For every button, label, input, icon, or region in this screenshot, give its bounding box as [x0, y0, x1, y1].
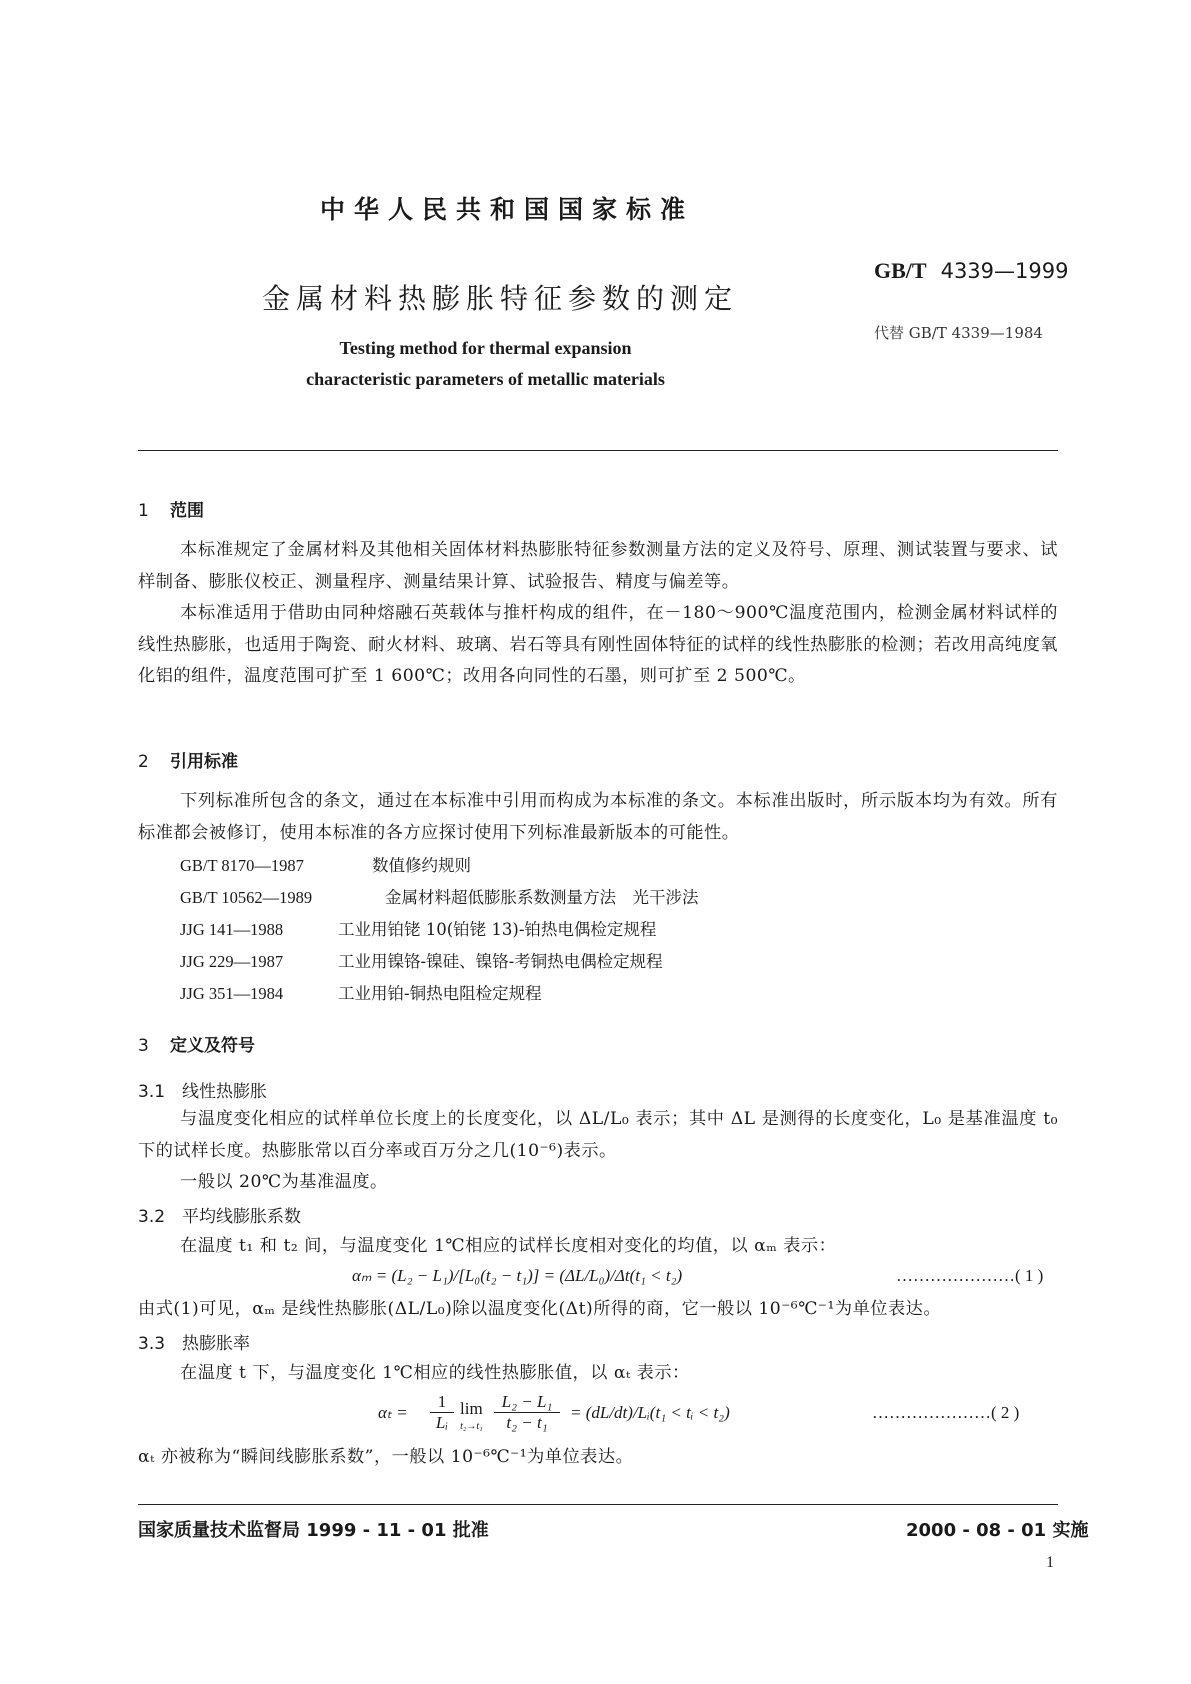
section-2-heading [138, 747, 238, 772]
section-3-1-paragraph-1: 与温度变化相应的试样单位长度上的长度变化，以 ΔL/L₀ 表示；其中 ΔL 是测得的长度变化，L₀ 是基准温度 t₀ 下的试样长度。热膨胀常以百分率或百万分之几(10⁻⁶)表示。 [138, 1109, 1058, 1161]
section-3-2-heading [138, 1202, 301, 1227]
subsection-number: 3.3 [138, 1334, 166, 1354]
subsection-title: 线性热膨胀 [182, 1082, 267, 1102]
equation-2-limit [460, 1400, 483, 1436]
section-3-2-paragraph-2: 由式(1)可见，αₘ 是线性热膨胀(ΔL/L₀)除以温度变化(Δt)所得的商，它一般以 10⁻⁶℃⁻¹为单位表达。 [138, 1299, 942, 1319]
section-1-paragraph-2: 本标准适用于借助由同种熔融石英载体与推杆构成的组件，在－180～900℃温度范围内，检测金属材料试样的线性热膨胀，也适用于陶瓷、耐火材料、玻璃、岩石等具有刚性固体特征的试样的线性热膨胀的检测；若改用高纯度氧化铝的组件，温度范围可扩至 1 600℃；改用各向同性的石墨，则可扩至 2 500℃。 [138, 603, 1058, 686]
section-1-paragraph-1: 本标准规定了金属材料及其他相关固体材料热膨胀特征参数测量方法的定义及符号、原理、测试装置与要求、试样制备、膨胀仪校正、测量程序、测量结果计算、试验报告、精度与偏差等。 [138, 540, 1058, 592]
section-number: 2 [138, 752, 149, 772]
page-number: 1 [1046, 1554, 1054, 1571]
section-3-3-paragraph-1: 在温度 t 下，与温度变化 1℃相应的线性热膨胀值，以 αₜ 表示： [180, 1363, 690, 1383]
title-en-line2: characteristic parameters of metallic materials [306, 369, 665, 389]
footer-divider [138, 1504, 1058, 1505]
nation-standard-heading: 中华人民共和国国家标准 [320, 195, 695, 224]
reference-code: GB/T 8170—1987 [180, 856, 304, 875]
fraction-1-denominator: Lᵢ [430, 1412, 454, 1433]
reference-item [180, 916, 656, 940]
section-3-heading [138, 1031, 255, 1056]
section-1-heading [138, 496, 204, 521]
code-number: 4339—1999 [940, 259, 1069, 283]
fraction-1-numerator: 1 [437, 1392, 447, 1411]
section-3-3-paragraph-2: αₜ 亦被称为“瞬间线膨胀系数”，一般以 10⁻⁶℃⁻¹为单位表达。 [138, 1447, 634, 1467]
section-number: 1 [138, 501, 149, 521]
equation-1-number: …………………( 1 ) [896, 1266, 1044, 1285]
section-title: 定义及符号 [170, 1036, 255, 1056]
approval-date: 国家质量技术监督局 1999 - 11 - 01 批准 [138, 1520, 489, 1541]
reference-item [180, 852, 471, 876]
reference-item [180, 948, 663, 972]
reference-title: 工业用铂-铜热电阻检定规程 [338, 984, 542, 1003]
section-3-3-heading [138, 1329, 250, 1354]
reference-item [180, 884, 699, 908]
section-number: 3 [138, 1036, 149, 1056]
section-3-2-paragraph-1: 在温度 t₁ 和 t₂ 间，与温度变化 1℃相应的试样长度相对变化的均值，以 αₘ 表示： [180, 1236, 837, 1256]
reference-title: 数值修约规则 [372, 856, 471, 875]
section-3-1-heading [138, 1077, 267, 1102]
equation-2-lhs: αₜ = [378, 1403, 408, 1422]
reference-title: 工业用铂铑 10(铂铑 13)-铂热电偶检定规程 [338, 920, 657, 939]
section-2-paragraph-1: 下列标准所包含的条文，通过在本标准中引用而构成为本标准的条文。本标准出版时，所示版本均为有效。所有标准都会被修订，使用本标准的各方应探讨使用下列标准最新版本的可能性。 [138, 791, 1058, 843]
section-3-1-paragraph-2: 一般以 20℃为基准温度。 [180, 1172, 388, 1192]
reference-code: GB/T 10562—1989 [180, 888, 313, 907]
equation-2-number: …………………( 2 ) [872, 1403, 1020, 1422]
replaces-note: 代替 GB/T 4339—1984 [874, 324, 1043, 342]
reference-title: 金属材料超低膨胀系数测量方法 光干涉法 [385, 888, 699, 907]
equation-2-fraction-2 [494, 1392, 560, 1433]
reference-code: JJG 351—1984 [180, 984, 284, 1003]
section-title: 范围 [170, 501, 204, 521]
standard-code [874, 258, 1068, 284]
subsection-title: 热膨胀率 [182, 1334, 250, 1354]
header-divider [138, 450, 1058, 451]
reference-item [180, 980, 542, 1004]
subsection-number: 3.1 [138, 1082, 166, 1102]
implementation-date: 2000 - 08 - 01 实施 [906, 1520, 1089, 1541]
fraction-2-numerator: L₂ − L₁ [501, 1392, 553, 1411]
reference-title: 工业用镍铬-镍硅、镍铬-考铜热电偶检定规程 [338, 952, 663, 971]
subsection-number: 3.2 [138, 1207, 166, 1227]
section-title: 引用标准 [170, 752, 238, 772]
limit-operator: lim [460, 1399, 483, 1418]
equation-2-fraction-1 [430, 1392, 454, 1433]
equation-2-rhs: = (dL/dt)/Lᵢ(t₁ < tᵢ < t₂) [570, 1403, 730, 1422]
reference-code: JJG 141—1988 [180, 920, 284, 939]
limit-subscript: t₂→t₁ [460, 1421, 483, 1432]
document-title-cn: 金属材料热膨胀特征参数的测定 [262, 282, 739, 315]
code-prefix: GB/T [874, 258, 927, 283]
document-title-en [0, 333, 1081, 395]
reference-code: JJG 229—1987 [180, 952, 284, 971]
title-en-line1: Testing method for thermal expansion [339, 338, 632, 358]
equation-1: αₘ = (L₂ − L₁)/[L₀(t₂ − t₁)] = (ΔL/L₀)/Δt(t₁ < t₂) [352, 1266, 683, 1285]
subsection-title: 平均线膨胀系数 [182, 1207, 301, 1227]
fraction-2-denominator: t₂ − t₁ [494, 1412, 560, 1433]
